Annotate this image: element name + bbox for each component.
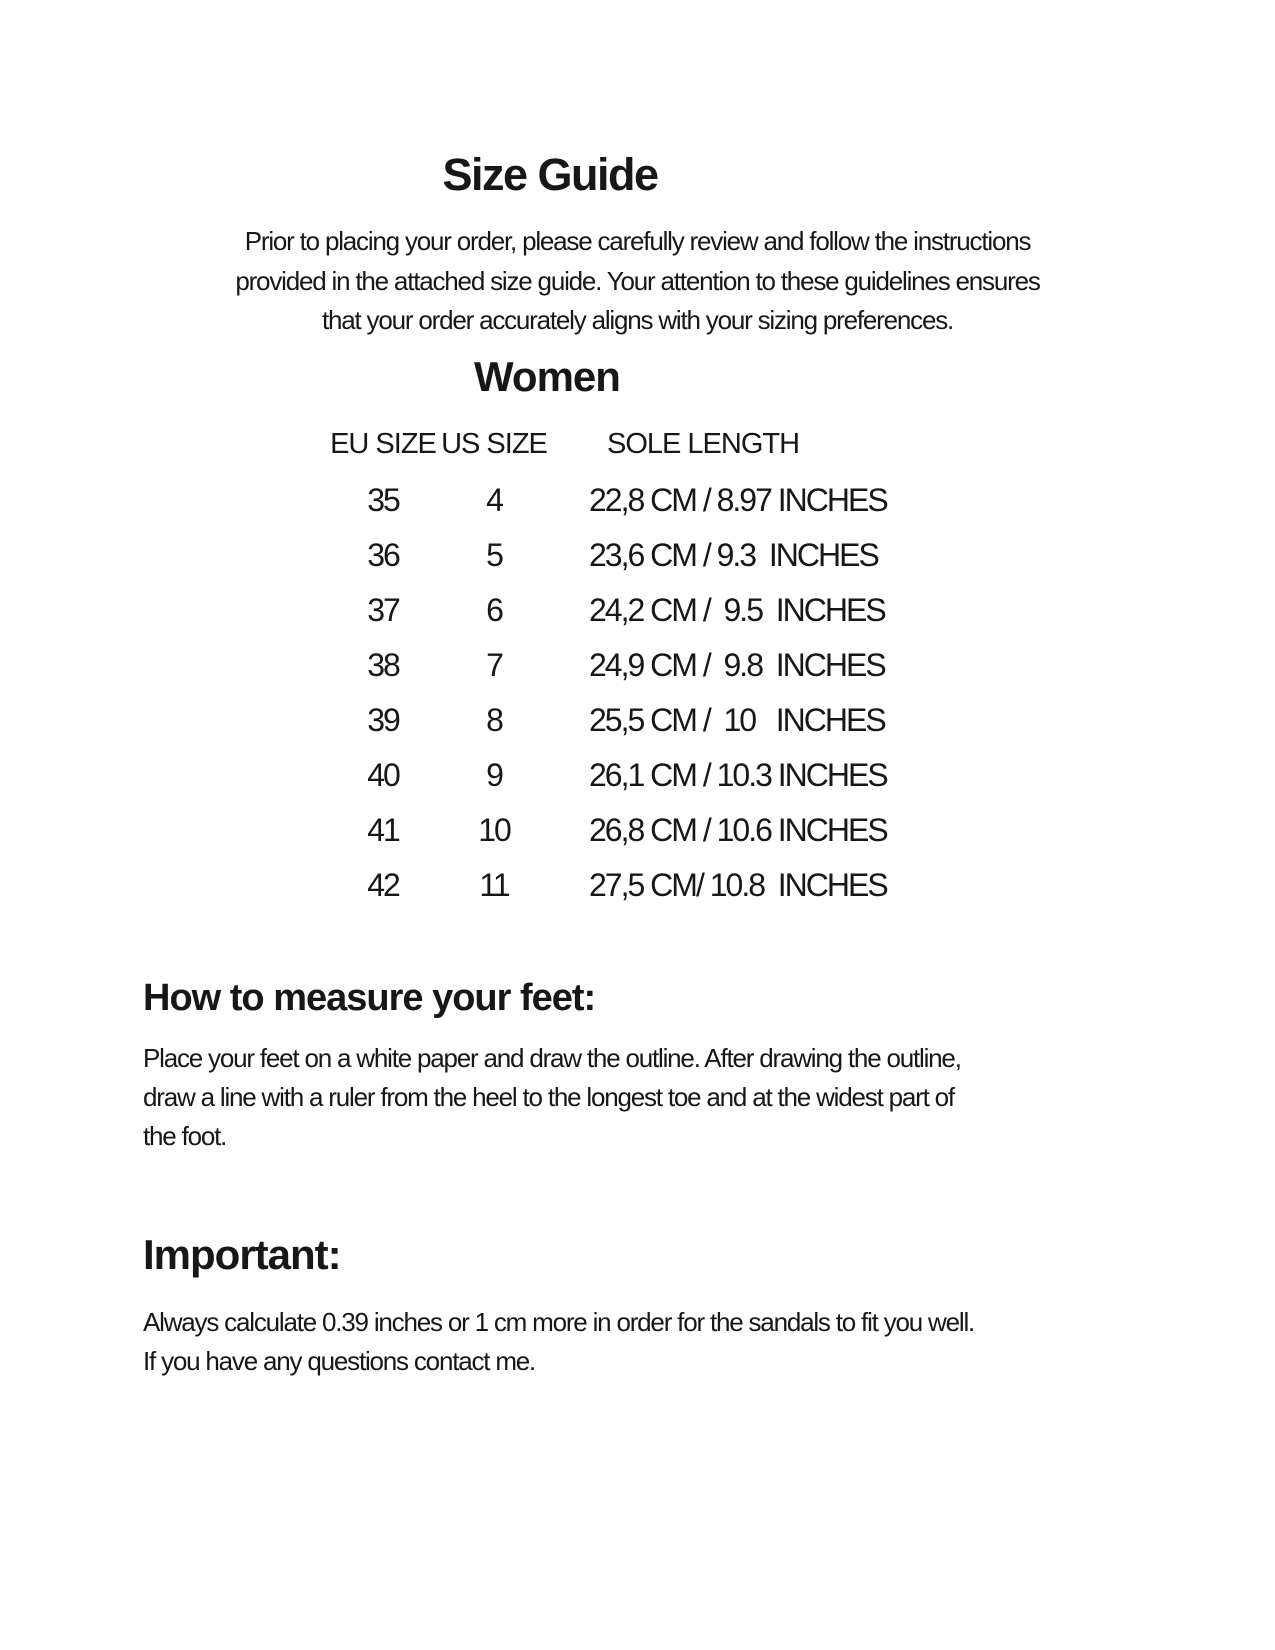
sole-length-value: 27,5 CM/ 10.8 INCHES — [589, 867, 887, 903]
sole-length-value: 26,8 CM / 10.6 INCHES — [589, 812, 887, 848]
table-row — [0, 702, 1275, 742]
important-line: If you have any questions contact me. — [143, 1346, 536, 1376]
eu-size-value: 36 — [367, 537, 399, 573]
size-table-header-row — [0, 427, 1275, 467]
measure-line: draw a line with a ruler from the heel to the longest toe and at the widest part of — [143, 1082, 954, 1112]
eu-size-value: 41 — [367, 812, 399, 848]
intro-paragraph — [150, 222, 1125, 341]
sole-length-value: 26,1 CM / 10.3 INCHES — [589, 757, 887, 793]
measure-line: the foot. — [143, 1121, 227, 1151]
intro-line: provided in the attached size guide. Your attention to these guidelines ensures — [235, 265, 1040, 296]
sole-length-value: 24,9 CM / 9.8 INCHES — [589, 647, 885, 683]
us-size-value: 9 — [486, 757, 502, 793]
us-size-value: 4 — [486, 482, 502, 518]
table-row — [0, 757, 1275, 797]
women-section-heading: Women — [474, 353, 620, 400]
column-header-eu-size: EU SIZE — [330, 428, 436, 460]
eu-size-value: 42 — [367, 867, 399, 903]
eu-size-value: 35 — [367, 482, 399, 518]
sole-length-value: 22,8 CM / 8.97 INCHES — [589, 482, 887, 518]
sole-length-value: 25,5 CM / 10 INCHES — [589, 702, 885, 738]
table-row — [0, 482, 1275, 522]
sole-length-value: 24,2 CM / 9.5 INCHES — [589, 592, 885, 628]
us-size-value: 7 — [486, 647, 502, 683]
important-section-heading: Important: — [143, 1231, 341, 1278]
intro-line: that your order accurately aligns with your sizing preferences. — [321, 305, 954, 335]
column-header-sole-length: SOLE LENGTH — [607, 428, 800, 460]
us-size-value: 6 — [486, 592, 502, 628]
us-size-value: 8 — [486, 702, 502, 738]
sole-length-value: 23,6 CM / 9.3 INCHES — [589, 537, 878, 573]
us-size-value: 10 — [478, 812, 510, 848]
intro-line: Prior to placing your order, please carefully review and follow the instructions — [244, 226, 1031, 256]
measure-section-heading: How to measure your feet: — [143, 977, 596, 1019]
us-size-value: 11 — [479, 867, 509, 903]
page-title: Size Guide — [442, 149, 658, 200]
measure-line: Place your feet on a white paper and draw the outline. After drawing the outline, — [143, 1043, 961, 1073]
eu-size-value: 40 — [367, 757, 399, 793]
table-row — [0, 812, 1275, 852]
table-row — [0, 867, 1275, 907]
eu-size-value: 39 — [367, 702, 399, 738]
table-row — [0, 592, 1275, 632]
important-line: Always calculate 0.39 inches or 1 cm more in order for the sandals to fit you well. — [143, 1307, 975, 1337]
eu-size-value: 38 — [367, 647, 399, 683]
column-header-us-size: US SIZE — [441, 428, 547, 460]
table-row — [0, 537, 1275, 577]
us-size-value: 5 — [486, 537, 502, 573]
important-paragraph — [143, 1303, 1133, 1381]
eu-size-value: 37 — [367, 592, 399, 628]
table-row — [0, 647, 1275, 687]
measure-paragraph — [143, 1039, 1133, 1156]
